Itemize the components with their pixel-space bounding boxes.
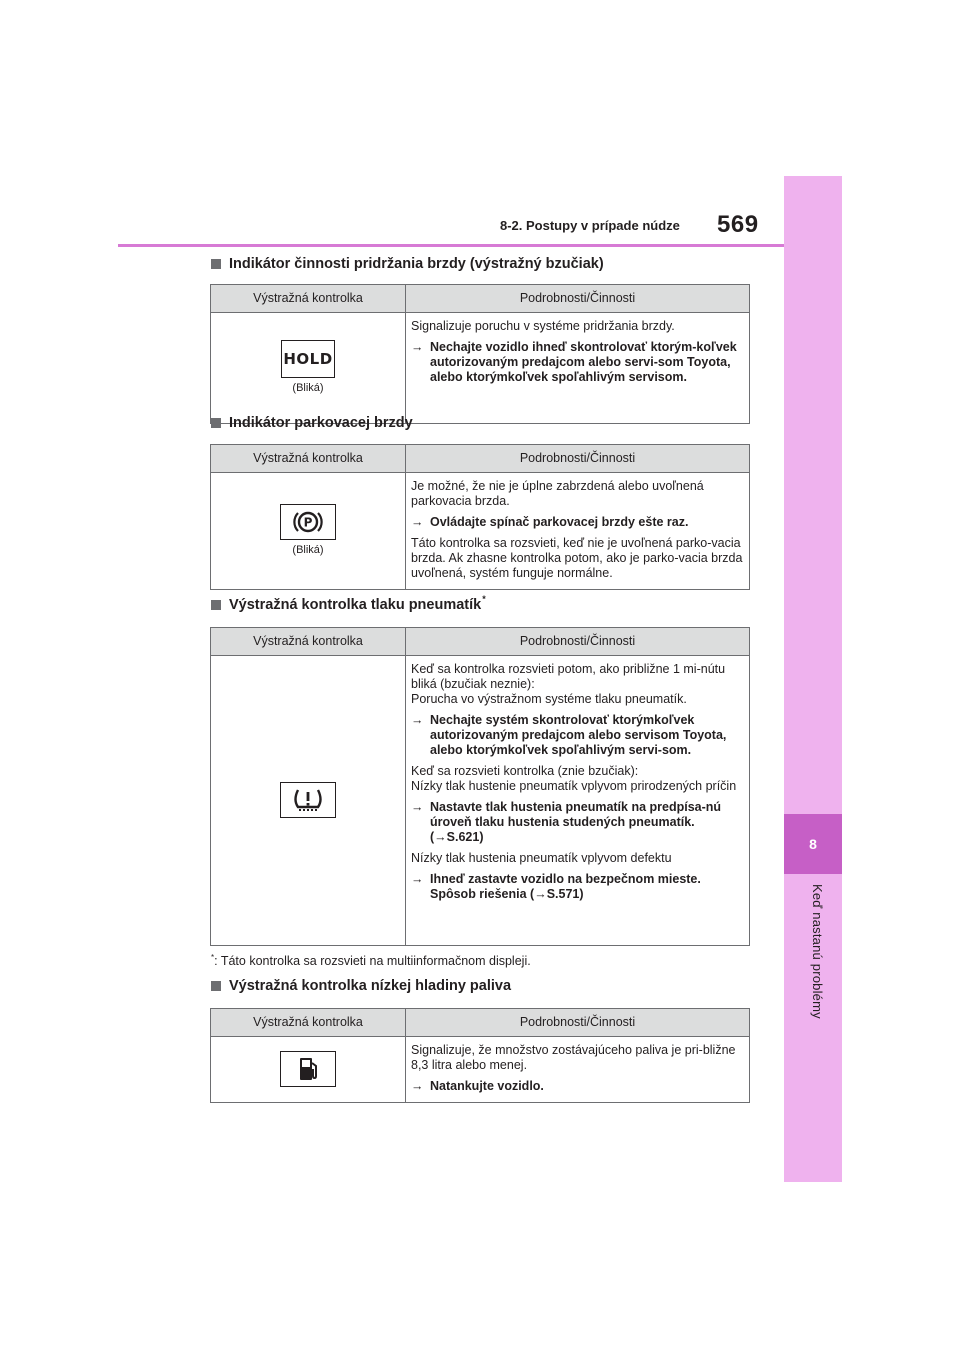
- details-text: Je možné, že nie je úplne zabrzdená alebo uvoľnená parkovacia brzda.: [411, 479, 704, 508]
- section-title-tire-pressure: Výstražná kontrolka tlaku pneumatík *: [211, 597, 486, 613]
- section-title-fuel: Výstražná kontrolka nízkej hladiny paliva: [211, 978, 511, 994]
- action-text: → Nechajte vozidlo ihneď skontrolovať ktorým-koľvek autorizovaným predajcom alebo servi-som Toyota, alebo ktorýmkoľvek spoľahlivým servisom.: [411, 340, 737, 384]
- details-text: Keď sa kontrolka rozsvieti potom, ako približne 1 mi-nútu bliká (bzučiak neznie): Porucha vo výstražnom systéme tlaku pneumatík.: [411, 662, 726, 706]
- bullet-square-icon: [211, 600, 221, 610]
- details-text: Táto kontrolka sa rozsvieti, keď nie je uvoľnená parko-vacia brzda. Ak zhasne kontrolka potom, ako je parko-vacia brzda uvoľnená, systém funguje normálne.: [411, 536, 743, 580]
- details-text: Nízky tlak hustenia pneumatík vplyvom defektu: [411, 851, 672, 865]
- hold-icon: HOLD: [281, 340, 335, 378]
- action-text: → Nastavte tlak hustenia pneumatík na predpísa-nú úroveň tlaku hustenia studených pneumatík. (→S.621): [411, 800, 722, 844]
- bullet-square-icon: [211, 259, 221, 269]
- section-title-parking-brake: Indikátor parkovacej brzdy: [211, 415, 413, 431]
- action-text: → Ovládajte spínač parkovacej brzdy ešte raz.: [411, 515, 689, 529]
- table-tire-pressure: [210, 627, 750, 946]
- footnote-mark: *: [482, 594, 486, 604]
- details-text: Keď sa rozsvieti kontrolka (znie bzučiak): Nízky tlak hustenie pneumatík vplyvom prirodzených príčin: [411, 764, 737, 793]
- svg-text:P: P: [303, 515, 313, 530]
- column-header-details: Podrobnosti/Činnosti: [406, 445, 750, 473]
- page-reference[interactable]: S.621: [446, 830, 480, 844]
- arrow-icon: →: [411, 713, 424, 727]
- arrow-icon: →: [411, 800, 424, 814]
- chapter-label: Keď nastanú problémy: [810, 884, 825, 1019]
- parking-brake-icon: [280, 504, 336, 540]
- column-header-details: Podrobnosti/Činnosti: [406, 628, 750, 656]
- bullet-square-icon: [211, 981, 221, 991]
- action-text: → Natankujte vozidlo.: [411, 1079, 544, 1093]
- arrow-icon: →: [411, 515, 424, 529]
- footnote: *: Táto kontrolka sa rozsvieti na multiinformačnom displeji.: [211, 953, 531, 969]
- column-header-light: Výstražná kontrolka: [211, 628, 406, 656]
- icon-caption: (Bliká): [292, 544, 324, 556]
- section-title-hold: Indikátor činnosti pridržania brzdy (výstražný bzučiak): [211, 256, 604, 272]
- column-header-light: Výstražná kontrolka: [211, 1009, 406, 1037]
- icon-cell: [211, 313, 406, 424]
- table-fuel: [210, 1008, 750, 1103]
- action-text: → Nechajte systém skontrolovať ktorýmkoľvek autorizovaným predajcom alebo servisom Toyota, alebo ktorýmkoľvek spoľahlivým servi-som.: [411, 713, 727, 757]
- details-text: Signalizuje poruchu v systéme pridržania brzdy.: [411, 319, 675, 333]
- icon-cell: [211, 473, 406, 590]
- tire-pressure-icon: [280, 782, 336, 818]
- details-cell: [406, 473, 750, 590]
- details-cell: [406, 313, 750, 424]
- arrow-icon: →: [411, 1079, 424, 1093]
- column-header-light: Výstražná kontrolka: [211, 285, 406, 313]
- table-parking-brake: [210, 444, 750, 590]
- table-hold: [210, 284, 750, 424]
- header-rule: [118, 244, 784, 247]
- details-text: Signalizuje, že množstvo zostávajúceho paliva je pri-bližne 8,3 litra alebo menej.: [411, 1043, 736, 1072]
- column-header-details: Podrobnosti/Činnosti: [406, 1009, 750, 1037]
- page-number: 569: [717, 211, 759, 238]
- chapter-side-tab: [784, 176, 842, 1182]
- arrow-icon: →: [411, 340, 424, 354]
- icon-caption: (Bliká): [292, 382, 324, 394]
- bullet-square-icon: [211, 418, 221, 428]
- icon-cell: [211, 656, 406, 946]
- action-text: → Ihneď zastavte vozidlo na bezpečnom mieste. Spôsob riešenia (→S.571): [411, 872, 701, 901]
- column-header-light: Výstražná kontrolka: [211, 445, 406, 473]
- chapter-number: 8: [784, 814, 842, 874]
- section-header: 8-2. Postupy v prípade núdze: [500, 218, 680, 233]
- column-header-details: Podrobnosti/Činnosti: [406, 285, 750, 313]
- arrow-icon: →: [411, 872, 424, 886]
- details-cell: [406, 1037, 750, 1103]
- details-cell: [406, 656, 750, 946]
- icon-cell: [211, 1037, 406, 1103]
- fuel-icon: [280, 1051, 336, 1087]
- page-reference[interactable]: S.571: [546, 887, 580, 901]
